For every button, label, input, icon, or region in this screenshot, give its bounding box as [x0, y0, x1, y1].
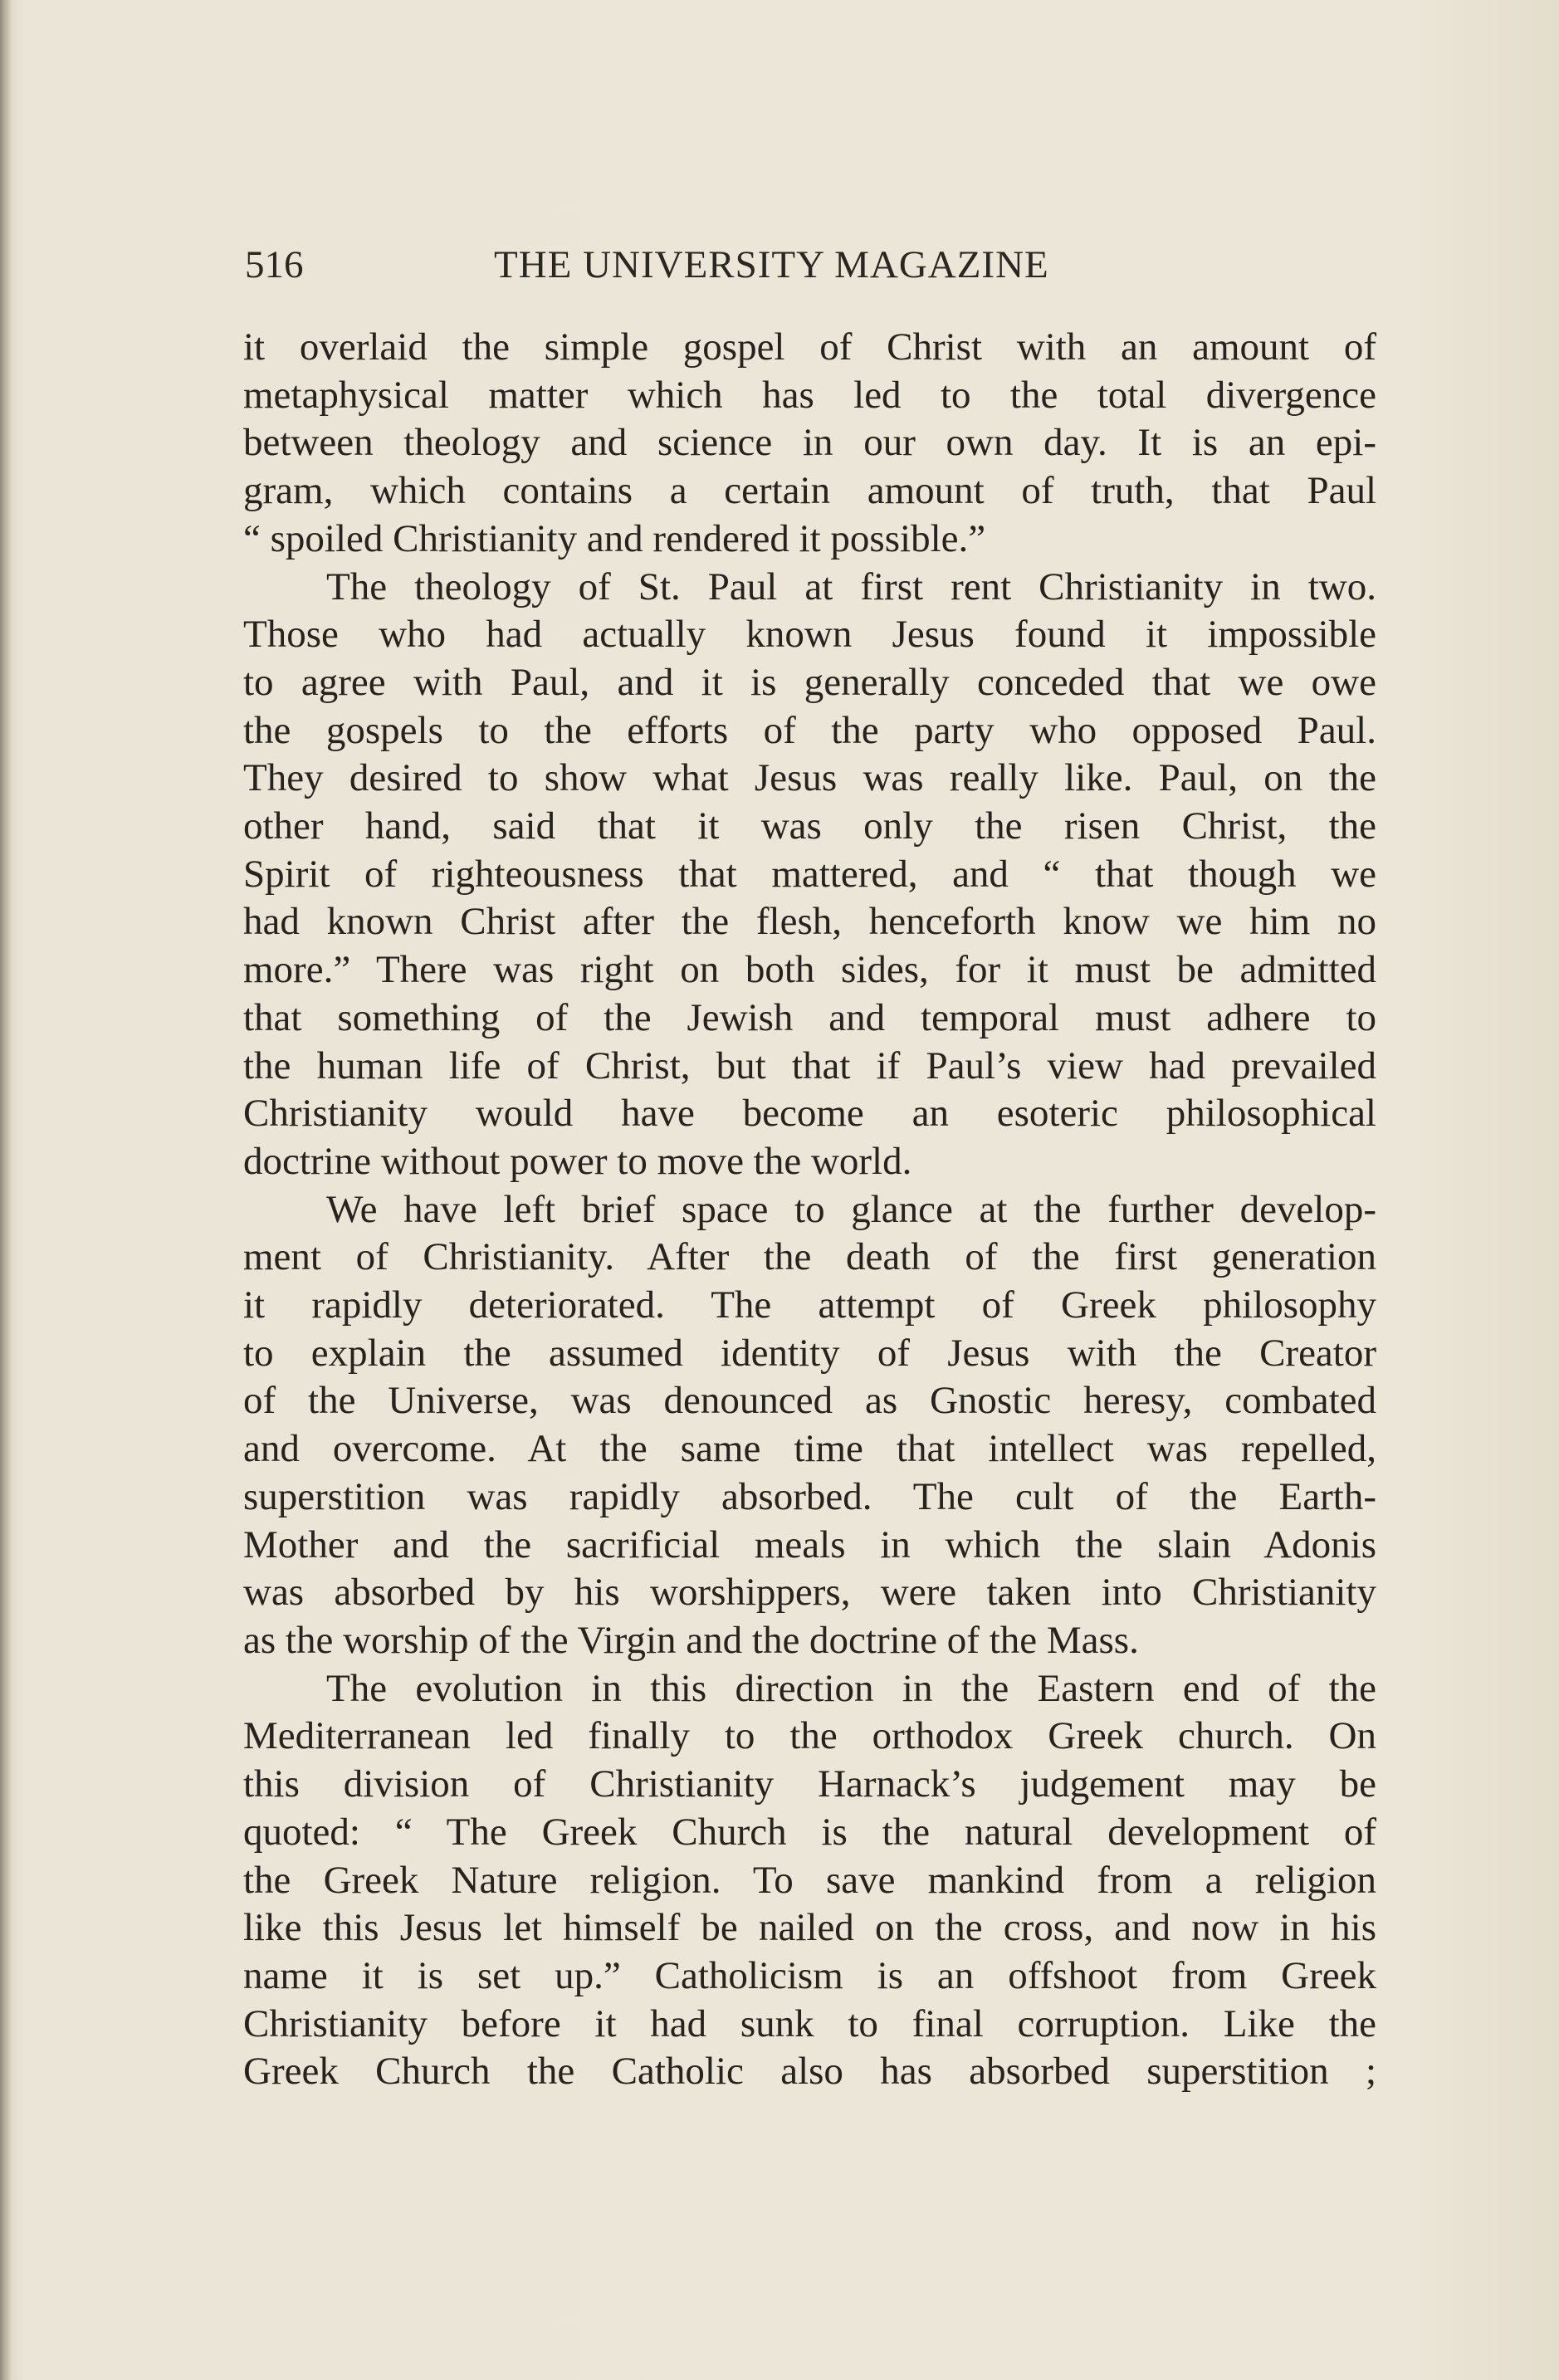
text-line: more.” There was right on both sides, for it must be admitted — [243, 948, 1376, 992]
text-line: “ spoiled Christianity and rendered it possible.” — [243, 516, 986, 560]
text-line: Christianity would have become an esoteric philosophical — [243, 1092, 1376, 1136]
text-line: superstition was rapidly absorbed. The cult of the Earth- — [243, 1474, 1376, 1518]
text-line: We have left brief space to glance at the further develop- — [326, 1187, 1376, 1231]
text-line: to agree with Paul, and it is generally conceded that we owe — [243, 660, 1376, 704]
text-line: Mediterranean led finally to the orthodox Greek church. On — [243, 1714, 1376, 1758]
page-spine-shadow — [0, 0, 12, 2380]
text-line: quoted: “ The Greek Church is the natural development of — [243, 1810, 1376, 1854]
text-line: They desired to show what Jesus was really like. Paul, on the — [243, 756, 1376, 800]
text-line: metaphysical matter which has led to the total divergence — [243, 373, 1376, 417]
text-line: The theology of St. Paul at first rent Christianity in two. — [326, 564, 1376, 608]
text-line: Mother and the sacrificial meals in which the slain Adonis — [243, 1522, 1376, 1566]
running-title: THE UNIVERSITY MAGAZINE — [494, 243, 1049, 286]
text-line: and overcome. At the same time that intellect was repelled, — [243, 1427, 1376, 1471]
text-line: as the worship of the Virgin and the doctrine of the Mass. — [243, 1618, 1139, 1662]
text-line: The evolution in this direction in the Eastern end of the — [326, 1666, 1376, 1710]
text-line: other hand, said that it was only the risen Christ, the — [243, 804, 1376, 848]
text-line: to explain the assumed identity of Jesus with the Creator — [243, 1331, 1376, 1375]
text-line: Spirit of righteousness that mattered, and “ that though we — [243, 852, 1376, 896]
text-line: it rapidly deteriorated. The attempt of Greek philosophy — [243, 1283, 1376, 1327]
text-line: between theology and science in our own day. It is an epi- — [243, 421, 1376, 465]
text-line: the human life of Christ, but that if Paul’s view had prevailed — [243, 1043, 1376, 1087]
text-line: gram, which contains a certain amount of truth, that Paul — [243, 469, 1376, 513]
text-line: had known Christ after the flesh, henceforth know we him no — [243, 900, 1376, 944]
text-line: it overlaid the simple gospel of Christ with an amount of — [243, 325, 1376, 369]
text-line: name it is set up.” Catholicism is an offshoot from Greek — [243, 1953, 1376, 1997]
text-line: of the Universe, was denounced as Gnostic heresy, combated — [243, 1379, 1376, 1423]
text-line: this division of Christianity Harnack’s judgement may be — [243, 1762, 1376, 1806]
text-line: doctrine without power to move the world. — [243, 1139, 912, 1183]
text-line: Christianity before it had sunk to final corruption. Like the — [243, 2001, 1376, 2045]
body-text — [243, 324, 1376, 2096]
text-line: that something of the Jewish and temporal must adhere to — [243, 995, 1376, 1039]
text-line: like this Jesus let himself be nailed on the cross, and now in his — [243, 1906, 1376, 1950]
text-line: the Greek Nature religion. To save mankind from a religion — [243, 1858, 1376, 1902]
text-line: the gospels to the efforts of the party who opposed Paul. — [243, 708, 1376, 752]
text-line: Greek Church the Catholic also has absorbed superstition ; — [243, 2050, 1376, 2094]
page-number: 516 — [245, 243, 304, 286]
text-line: was absorbed by his worshippers, were taken into Christianity — [243, 1571, 1376, 1615]
text-line: ment of Christianity. After the death of the first generation — [243, 1235, 1376, 1279]
page-header — [245, 236, 1130, 294]
text-line: Those who had actually known Jesus found it impossible — [243, 613, 1376, 657]
